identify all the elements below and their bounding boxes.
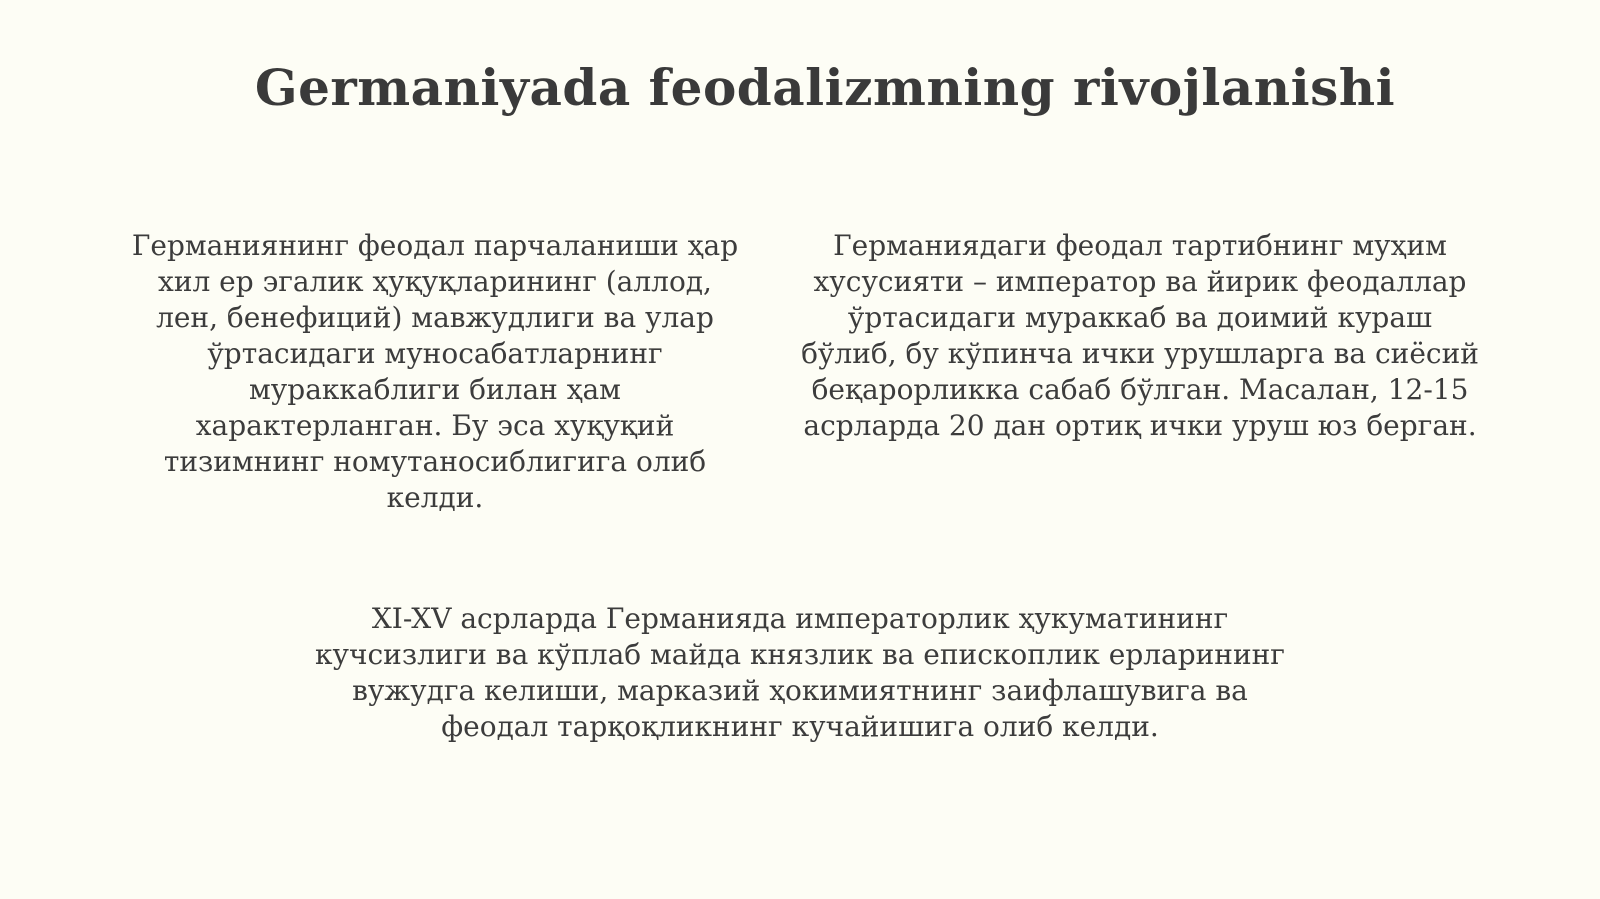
paragraph-left: Германиянинг феодал парчаланиши ҳар хил ер эгалик ҳуқуқларининг (аллод, лен, бенефиций) мавжудлиги ва улар ўртасидаги муносабатларнинг мураккаблиги билан ҳам характерланган. Бу эса хуқуқий тизимнинг номутаносиблигига олиб келди.: [131, 229, 739, 514]
paragraph-right: Германиядаги феодал тартибнинг муҳим хусусияти – император ва йирик феодаллар ўртасидаги мураккаб ва доимий кураш бўлиб, бу кўпинча ички урушларга ва сиёсий беқарорликка сабаб бўлган. Масалан, 12-15 асрларда 20 дан ортиқ ички уруш юз берган.: [801, 229, 1479, 442]
paragraph-bottom: XI-XV асрларда Германияда императорлик ҳукуматининг кучсизлиги ва кўплаб майда князлик ва епископлик ерларининг вужудга келиши, марказий ҳокимиятнинг заифлашувига ва феодал тарқоқликнинг кучайишига олиб келди.: [315, 602, 1285, 743]
slide-title: Germaniyada feodalizmning rivojlanishi: [254, 58, 1396, 117]
